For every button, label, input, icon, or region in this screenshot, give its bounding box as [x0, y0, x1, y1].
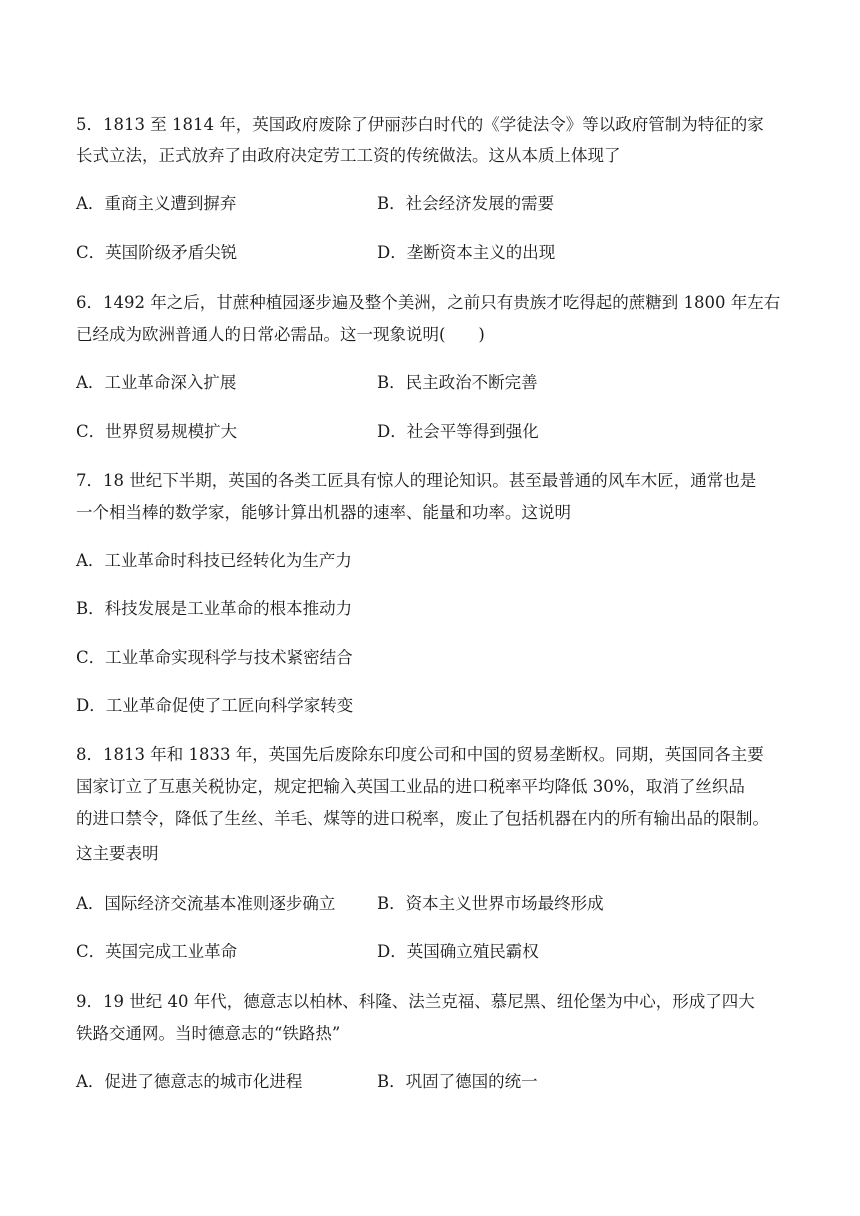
question-5-option-d: D．垄断资本主义的出现 — [377, 243, 556, 262]
question-8-option-d: D．英国确立殖民霸权 — [377, 942, 539, 961]
question-6-option-c: C．世界贸易规模扩大 — [76, 422, 238, 441]
question-5-stem-line-2: 长式立法，正式放弃了由政府决定劳工工资的传统做法。这从本质上体现了 — [76, 146, 621, 165]
question-6-option-a: A．工业革命深入扩展 — [76, 373, 237, 392]
question-8-stem-line-2: 国家订立了互惠关税协定，规定把输入英国工业品的进口税率平均降低 30%，取消了丝织品 — [76, 777, 745, 796]
question-8-option-b: B．资本主义世界市场最终形成 — [377, 894, 604, 913]
question-6-stem-line-2: 已经成为欧洲普通人的日常必需品。这一现象说明( ) — [76, 325, 485, 344]
question-5-stem-line-1: 5．1813 至 1814 年，英国政府废除了伊丽莎白时代的《学徒法令》等以政府管制为特征的家 — [76, 115, 764, 134]
question-6-stem-line-1: 6．1492 年之后，甘蔗种植园逐步遍及整个美洲，之前只有贵族才吃得起的蔗糖到 1800 年左右 — [76, 293, 781, 312]
question-7-option-c: C．工业革命实现科学与技术紧密结合 — [76, 648, 353, 667]
question-7-stem-line-2: 一个相当棒的数学家，能够计算出机器的速率、能量和功率。这说明 — [76, 503, 571, 522]
question-8-stem-line-1: 8．1813 年和 1833 年，英国先后废除东印度公司和中国的贸易垄断权。同期，英国同各主要 — [76, 745, 764, 764]
question-9-option-a: A．促进了德意志的城市化进程 — [76, 1072, 303, 1091]
question-7-option-b: B．科技发展是工业革命的根本推动力 — [76, 599, 353, 618]
question-8-stem-line-4: 这主要表明 — [76, 844, 159, 863]
question-7-option-d: D．工业革命促使了工匠向科学家转变 — [76, 696, 354, 715]
question-6-option-b: B．民主政治不断完善 — [377, 373, 538, 392]
question-9-option-b: B．巩固了德国的统一 — [377, 1072, 538, 1091]
question-7-option-a: A．工业革命时科技已经转化为生产力 — [76, 551, 352, 570]
question-8-option-a: A．国际经济交流基本准则逐步确立 — [76, 894, 336, 913]
question-9-stem-line-2: 铁路交通网。当时德意志的“铁路热” — [76, 1024, 341, 1043]
question-5-option-b: B．社会经济发展的需要 — [377, 194, 555, 213]
question-5-option-c: C．英国阶级矛盾尖锐 — [76, 243, 238, 262]
question-9-stem-line-1: 9．19 世纪 40 年代，德意志以柏林、科隆、法兰克福、慕尼黑、纽伦堡为中心，形成了四大 — [76, 992, 755, 1011]
question-5-option-a: A．重商主义遭到摒弃 — [76, 194, 237, 213]
question-8-option-c: C．英国完成工业革命 — [76, 942, 238, 961]
question-8-stem-line-3: 的进口禁令，降低了生丝、羊毛、煤等的进口税率，废止了包括机器在内的所有输出品的限制。 — [76, 809, 769, 828]
question-6-option-d: D．社会平等得到强化 — [377, 422, 539, 441]
question-7-stem-line-1: 7．18 世纪下半期，英国的各类工匠具有惊人的理论知识。甚至最普通的风车木匠，通常也是 — [76, 471, 757, 490]
